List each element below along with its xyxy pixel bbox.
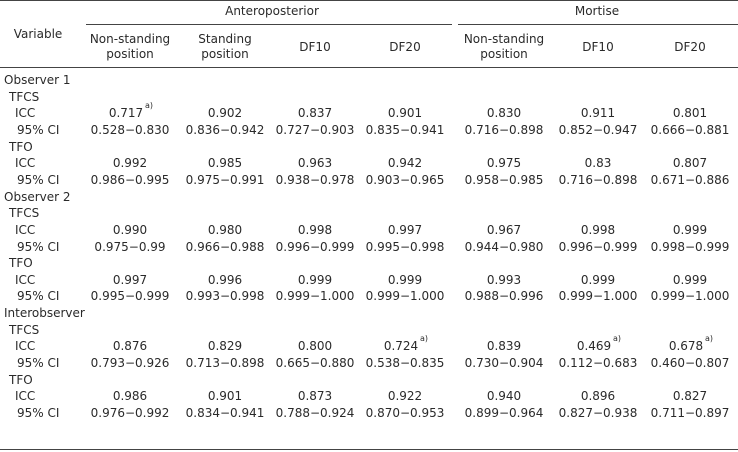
subgroup-label: TFCS bbox=[9, 90, 40, 104]
icc-value: 0.801 bbox=[672, 106, 708, 120]
ci-value: 0.903−0.965 bbox=[365, 173, 445, 187]
ci-value: 0.999−1.000 bbox=[558, 289, 638, 303]
icc-value: 0.993 bbox=[486, 273, 522, 287]
icc-value: 0.837 bbox=[297, 106, 333, 120]
icc-value: 0.999 bbox=[580, 273, 616, 287]
icc-value: 0.999 bbox=[672, 223, 708, 237]
ci-value: 0.938−0.978 bbox=[275, 173, 355, 187]
header-bottom-rule bbox=[0, 67, 738, 68]
icc-value: 0.876 bbox=[112, 339, 148, 353]
icc-value: 0.992 bbox=[112, 156, 148, 170]
ci-value: 0.836−0.942 bbox=[185, 123, 265, 137]
column-header-2-line-2: position bbox=[201, 47, 249, 61]
ci-value: 0.665−0.880 bbox=[275, 356, 355, 370]
icc-value: 0.942 bbox=[387, 156, 423, 170]
icc-value: 0.902 bbox=[207, 106, 243, 120]
ci-value: 0.730−0.904 bbox=[464, 356, 544, 370]
icc-value: 0.469 bbox=[576, 339, 612, 353]
ci-value: 0.870−0.953 bbox=[365, 406, 445, 420]
icc-value: 0.807 bbox=[672, 156, 708, 170]
icc-value: 0.896 bbox=[580, 389, 616, 403]
column-header-7-line-1: DF20 bbox=[674, 40, 706, 54]
ci-value: 0.999−1.000 bbox=[650, 289, 730, 303]
icc-label: ICC bbox=[15, 223, 36, 237]
ci-value: 0.671−0.886 bbox=[650, 173, 730, 187]
icc-value: 0.839 bbox=[486, 339, 522, 353]
column-header-5-line-2: position bbox=[480, 47, 528, 61]
mortise-header: Mortise bbox=[574, 4, 620, 18]
ci-value: 0.986−0.995 bbox=[90, 173, 170, 187]
ci-value: 0.112−0.683 bbox=[558, 356, 638, 370]
ci-value: 0.713−0.898 bbox=[185, 356, 265, 370]
mortise-underline bbox=[458, 24, 738, 25]
section-label: Interobserver bbox=[4, 306, 85, 320]
icc-value: 0.940 bbox=[486, 389, 522, 403]
icc-value: 0.999 bbox=[387, 273, 423, 287]
column-header-1-line-1: Non-standing bbox=[89, 32, 171, 46]
subgroup-label: TFO bbox=[9, 373, 33, 387]
icc-value: 0.999 bbox=[297, 273, 333, 287]
footnote-marker: a) bbox=[705, 334, 714, 343]
ci-value: 0.996−0.999 bbox=[275, 240, 355, 254]
subgroup-label: TFCS bbox=[9, 206, 40, 220]
footnote-marker: a) bbox=[145, 101, 154, 110]
column-header-4-line-1: DF20 bbox=[389, 40, 421, 54]
ci-value: 0.988−0.996 bbox=[464, 289, 544, 303]
section-label: Observer 2 bbox=[4, 190, 71, 204]
ci-value: 0.793−0.926 bbox=[90, 356, 170, 370]
ci-value: 0.835−0.941 bbox=[365, 123, 445, 137]
ci-value: 0.528−0.830 bbox=[90, 123, 170, 137]
icc-value: 0.986 bbox=[112, 389, 148, 403]
icc-value: 0.998 bbox=[580, 223, 616, 237]
ci-value: 0.958−0.985 bbox=[464, 173, 544, 187]
ci-label: 95% CI bbox=[17, 173, 60, 187]
ci-value: 0.711−0.897 bbox=[650, 406, 730, 420]
icc-label: ICC bbox=[15, 156, 36, 170]
column-header-5-line-1: Non-standing bbox=[463, 32, 545, 46]
column-header-2-line-1: Standing bbox=[198, 32, 252, 46]
ci-value: 0.852−0.947 bbox=[558, 123, 638, 137]
top-rule bbox=[0, 0, 738, 1]
icc-value: 0.975 bbox=[486, 156, 522, 170]
ci-value: 0.998−0.999 bbox=[650, 240, 730, 254]
icc-value: 0.830 bbox=[486, 106, 522, 120]
icc-value: 0.827 bbox=[672, 389, 708, 403]
icc-value: 0.829 bbox=[207, 339, 243, 353]
section-label: Observer 1 bbox=[4, 73, 71, 87]
variable-header: Variable bbox=[13, 27, 63, 41]
icc-value: 0.967 bbox=[486, 223, 522, 237]
ci-value: 0.999−1.000 bbox=[275, 289, 355, 303]
ci-label: 95% CI bbox=[17, 240, 60, 254]
icc-value: 0.997 bbox=[387, 223, 423, 237]
ci-value: 0.716−0.898 bbox=[558, 173, 638, 187]
ci-value: 0.995−0.998 bbox=[365, 240, 445, 254]
icc-value: 0.678 bbox=[668, 339, 704, 353]
icc-value: 0.911 bbox=[580, 106, 616, 120]
icc-value: 0.724 bbox=[383, 339, 419, 353]
icc-value: 0.980 bbox=[207, 223, 243, 237]
icc-value: 0.901 bbox=[387, 106, 423, 120]
ci-label: 95% CI bbox=[17, 289, 60, 303]
icc-value: 0.997 bbox=[112, 273, 148, 287]
ci-value: 0.538−0.835 bbox=[365, 356, 445, 370]
ci-value: 0.727−0.903 bbox=[275, 123, 355, 137]
ci-value: 0.944−0.980 bbox=[464, 240, 544, 254]
icc-value: 0.800 bbox=[297, 339, 333, 353]
column-header-6-line-1: DF10 bbox=[582, 40, 614, 54]
icc-value: 0.901 bbox=[207, 389, 243, 403]
column-header-1-line-2: position bbox=[106, 47, 154, 61]
icc-value: 0.985 bbox=[207, 156, 243, 170]
anteroposterior-underline bbox=[86, 24, 452, 25]
ci-value: 0.999−1.000 bbox=[365, 289, 445, 303]
ci-label: 95% CI bbox=[17, 123, 60, 137]
ci-value: 0.975−0.991 bbox=[185, 173, 265, 187]
anteroposterior-header: Anteroposterior bbox=[225, 4, 319, 18]
icc-value: 0.963 bbox=[297, 156, 333, 170]
ci-value: 0.993−0.998 bbox=[185, 289, 265, 303]
ci-value: 0.966−0.988 bbox=[185, 240, 265, 254]
ci-value: 0.996−0.999 bbox=[558, 240, 638, 254]
icc-value: 0.873 bbox=[297, 389, 333, 403]
ci-value: 0.716−0.898 bbox=[464, 123, 544, 137]
icc-value: 0.998 bbox=[297, 223, 333, 237]
icc-label: ICC bbox=[15, 389, 36, 403]
ci-value: 0.827−0.938 bbox=[558, 406, 638, 420]
ci-value: 0.995−0.999 bbox=[90, 289, 170, 303]
icc-label: ICC bbox=[15, 339, 36, 353]
subgroup-label: TFO bbox=[9, 140, 33, 154]
footnote-marker: a) bbox=[613, 334, 622, 343]
ci-value: 0.788−0.924 bbox=[275, 406, 355, 420]
subgroup-label: TFO bbox=[9, 256, 33, 270]
icc-label: ICC bbox=[15, 106, 36, 120]
icc-value: 0.717 bbox=[108, 106, 144, 120]
ci-value: 0.975−0.99 bbox=[94, 240, 166, 254]
footnote-marker: a) bbox=[420, 334, 429, 343]
ci-label: 95% CI bbox=[17, 356, 60, 370]
ci-value: 0.976−0.992 bbox=[90, 406, 170, 420]
bottom-rule bbox=[0, 449, 738, 450]
icc-value: 0.999 bbox=[672, 273, 708, 287]
icc-value: 0.83 bbox=[584, 156, 612, 170]
ci-value: 0.666−0.881 bbox=[650, 123, 730, 137]
ci-value: 0.834−0.941 bbox=[185, 406, 265, 420]
icc-value: 0.922 bbox=[387, 389, 423, 403]
ci-value: 0.460−0.807 bbox=[650, 356, 730, 370]
subgroup-label: TFCS bbox=[9, 323, 40, 337]
icc-value: 0.996 bbox=[207, 273, 243, 287]
icc-label: ICC bbox=[15, 273, 36, 287]
column-header-3-line-1: DF10 bbox=[299, 40, 331, 54]
icc-value: 0.990 bbox=[112, 223, 148, 237]
ci-label: 95% CI bbox=[17, 406, 60, 420]
ci-value: 0.899−0.964 bbox=[464, 406, 544, 420]
